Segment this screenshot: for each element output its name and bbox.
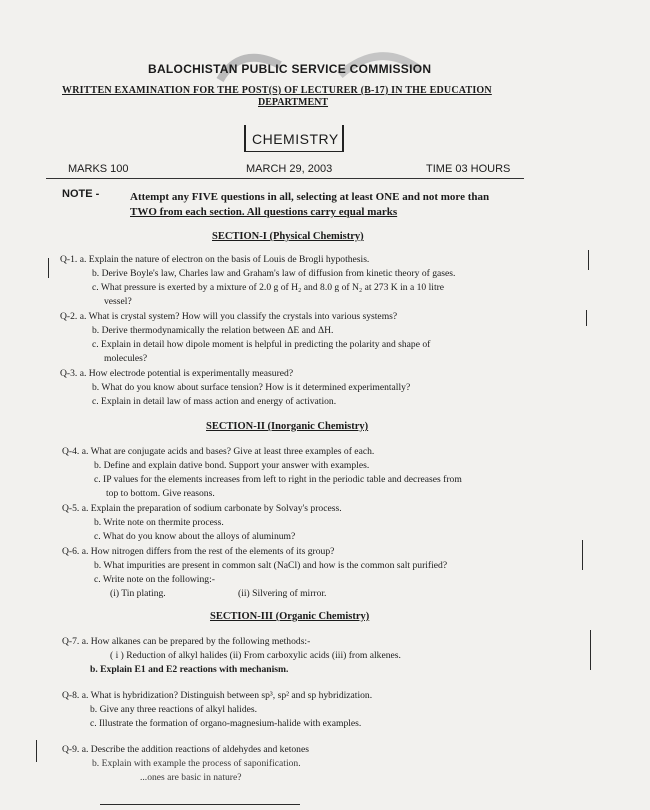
- question-line: Q-4. a. What are conjugate acids and bases? Give at least three examples of each.: [62, 446, 375, 457]
- commission-title: BALOCHISTAN PUBLIC SERVICE COMMISSION: [148, 62, 432, 76]
- question-line: Q-3. a. How electrode potential is experimentally measured?: [60, 368, 294, 379]
- question-line: Q-9. a. Describe the addition reactions of aldehydes and ketones: [62, 744, 309, 755]
- exam-line: WRITTEN EXAMINATION FOR THE POST(S) OF LECTURER (B-17) IN THE EDUCATION: [62, 85, 492, 96]
- question-line: b. Derive Boyle's law, Charles law and Graham's law of diffusion from kinetic theory of gases.: [92, 268, 456, 279]
- scan-mark: [100, 804, 300, 805]
- header-rule: [46, 178, 524, 179]
- department-line: DEPARTMENT: [258, 97, 329, 108]
- question-line: b. Write note on thermite process.: [94, 517, 224, 528]
- section-heading-physical: SECTION-I (Physical Chemistry): [212, 231, 364, 242]
- question-line: c. What do you know about the alloys of aluminum?: [94, 531, 296, 542]
- question-line: c. Write note on the following:-: [94, 574, 215, 585]
- subject-title: CHEMISTRY: [252, 131, 339, 147]
- question-line: (i) Tin plating.: [110, 588, 166, 599]
- question-line: ( i ) Reduction of alkyl halides (ii) From carboxylic acids (iii) from alkenes.: [110, 650, 401, 661]
- question-line: Q-2. a. What is crystal system? How will you classify the crystals into various systems?: [60, 311, 398, 322]
- question-line: c. IP values for the elements increases from left to right in the periodic table and decreases from: [94, 474, 462, 485]
- exam-date: MARCH 29, 2003: [246, 163, 333, 175]
- scan-mark: [48, 258, 49, 278]
- question-line: Q-1. a. Explain the nature of electron on the basis of Louis de Brogli hypothesis.: [60, 254, 370, 265]
- scan-mark: [590, 630, 591, 670]
- question-line: Q-8. a. What is hybridization? Distinguish between sp³, sp² and sp hybridization.: [62, 690, 373, 701]
- question-line: b. Explain with example the process of saponification.: [92, 758, 301, 769]
- question-line: c. What pressure is exerted by a mixture of 2.0 g of H₂ and 8.0 g of N₂ at 273 K in a 10 litre: [92, 282, 445, 293]
- question-line: Q-7. a. How alkanes can be prepared by the following methods:-: [62, 636, 311, 647]
- question-line: c. Illustrate the formation of organo-magnesium-halide with examples.: [90, 718, 362, 729]
- note-label: NOTE -: [62, 188, 100, 200]
- scan-mark: [36, 740, 37, 762]
- question-line: b. Give any three reactions of alkyl halides.: [90, 704, 258, 715]
- note-line-2: TWO from each section. All questions carry equal marks: [130, 206, 398, 218]
- question-line: ...ones are basic in nature?: [140, 772, 242, 783]
- exam-time: TIME 03 HOURS: [426, 163, 511, 175]
- question-line: vessel?: [104, 296, 132, 307]
- question-line: Q-5. a. Explain the preparation of sodium carbonate by Solvay's process.: [62, 503, 342, 514]
- question-line: b. Derive thermodynamically the relation between ΔE and ΔH.: [92, 325, 334, 336]
- question-line: b. Explain E1 and E2 reactions with mechanism.: [90, 664, 289, 675]
- question-line: b. What do you know about surface tension? How is it determined experimentally?: [92, 382, 411, 393]
- question-line: b. What impurities are present in common salt (NaCl) and how is the common salt purified?: [94, 560, 448, 571]
- question-line: molecules?: [104, 353, 148, 364]
- question-line: (ii) Silvering of mirror.: [238, 588, 327, 599]
- marks-label: MARKS 100: [68, 163, 129, 175]
- question-line: Q-6. a. How nitrogen differs from the rest of the elements of its group?: [62, 546, 335, 557]
- question-line: c. Explain in detail how dipole moment is helpful in predicting the polarity and shape of: [92, 339, 431, 350]
- section-heading-organic: SECTION-III (Organic Chemistry): [210, 611, 370, 622]
- note-line-1: Attempt any FIVE questions in all, selecting at least ONE and not more than: [130, 191, 490, 203]
- scan-mark: [582, 540, 583, 570]
- scan-mark: [586, 310, 587, 326]
- question-line: top to bottom. Give reasons.: [106, 488, 215, 499]
- question-line: c. Explain in detail law of mass action and energy of activation.: [92, 396, 337, 407]
- question-line: b. Define and explain dative bond. Support your answer with examples.: [94, 460, 370, 471]
- scan-mark: [588, 250, 589, 270]
- section-heading-inorganic: SECTION-II (Inorganic Chemistry): [206, 421, 369, 432]
